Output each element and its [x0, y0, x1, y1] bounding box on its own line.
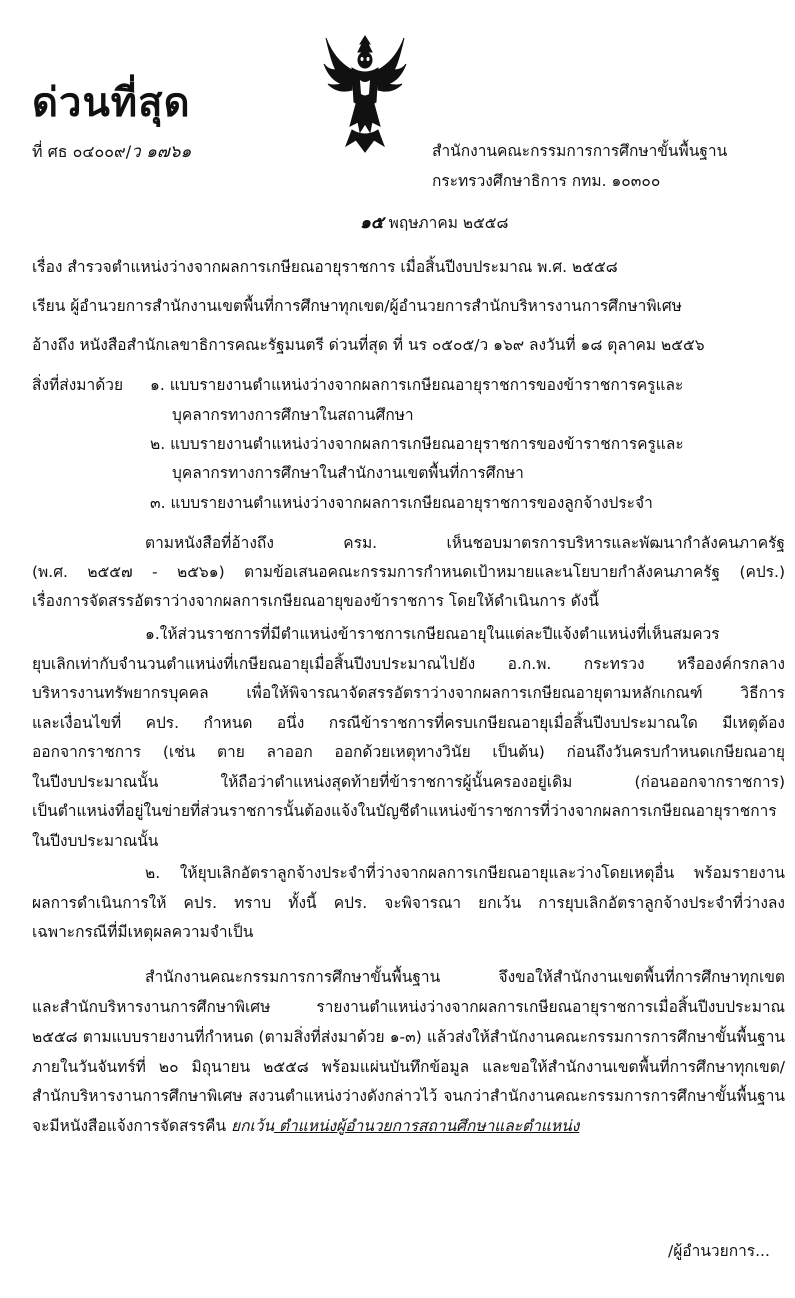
office-address: กระทรวงศึกษาธิการ กทม. ๑๐๓๐๐ — [432, 172, 661, 190]
paragraph-line: เรื่องการจัดสรรอัตราว่างจากผลการเกษียณอายุของข้าราชการ โดยให้ดำเนินการ ดังนี้ — [32, 592, 599, 610]
enclosure-item: ๓. แบบรายงานตำแหน่งว่างจากผลการเกษียณอายุราชการของลูกจ้างประจำ — [150, 494, 653, 512]
document-number-handwritten: ว ๑๗๖๑ — [131, 142, 192, 162]
enclosure-item: ๒. แบบรายงานตำแหน่งว่างจากผลการเกษียณอายุราชการของข้าราชการครูและ — [150, 435, 684, 453]
document-date — [360, 209, 509, 236]
paragraph-line: เป็นตำแหน่งที่อยู่ในข่ายที่ส่วนราชการนั้นต้องแจ้งในบัญชีตำแหน่งข้าราชการที่ว่างจากผลการเกษียณอายุราชการ — [32, 802, 777, 820]
paragraph-line: ยุบเลิกเท่ากับจำนวนตำแหน่งที่เกษียณอายุเมื่อสิ้นปีงบประมาณไปยัง อ.ก.พ. กระทรวง หรือองค์กรกลาง — [32, 655, 785, 673]
document-number — [32, 138, 191, 165]
addressee-line: เรียน ผู้อำนวยการสำนักงานเขตพื้นที่การศึกษาทุกเขต/ผู้อำนวยการสำนักบริหารงานการศึกษาพิเศษ — [32, 297, 682, 315]
date-month-year: พฤษภาคม ๒๕๕๘ — [388, 214, 509, 232]
paragraph-line: ตามหนังสือที่อ้างถึง ครม. เห็นชอบมาตรการบริหารและพัฒนากำลังคนภาครัฐ — [145, 534, 785, 552]
paragraph-line: ในปีงบประมาณนั้น ให้ถือว่าตำแหน่งสุดท้ายที่ข้าราชการผู้นั้นครองอยู่เดิม (ก่อนออกจากราชการ) — [32, 773, 785, 791]
date-day-handwritten: ๑๕ — [360, 213, 384, 233]
paragraph-line: ผลการดำเนินการให้ คปร. ทราบ ทั้งนี้ คปร. จะพิจารณา ยกเว้น การยุบเลิกอัตราลูกจ้างประจำที่ว่างลง — [32, 894, 785, 912]
paragraph-line: ๒. ให้ยุบเลิกอัตราลูกจ้างประจำที่ว่างจากผลการเกษียณอายุและว่างโดยเหตุอื่น พร้อมรายงาน — [145, 864, 785, 882]
enclosure-item: บุคลากรทางการศึกษาในสถานศึกษา — [172, 406, 414, 424]
paragraph-line: บริหารงานทรัพยากรบุคคล เพื่อให้พิจารณาจัดสรรอัตราว่างจากผลการเกษียณอายุตามหลักเกณฑ์ วิธีการ — [32, 684, 785, 702]
office-name: สำนักงานคณะกรรมการการศึกษาขั้นพื้นฐาน — [432, 142, 728, 160]
last-line-exception-word: ยกเว้น — [230, 1117, 275, 1135]
paragraph-line: และเงื่อนไขที่ คปร. กำหนด อนึ่ง กรณีข้าราชการที่ครบเกษียณอายุเมื่อสิ้นปีงบประมาณใด มีเหตุต้อง — [32, 714, 785, 732]
paragraph-line: สำนักงานคณะกรรมการการศึกษาขั้นพื้นฐาน จึงขอให้สำนักงานเขตพื้นที่การศึกษาทุกเขต — [145, 968, 785, 986]
subject-line: เรื่อง สำรวจตำแหน่งว่างจากผลการเกษียณอายุราชการ เมื่อสิ้นปีงบประมาณ พ.ศ. ๒๕๕๘ — [32, 258, 618, 276]
paragraph-line: ภายในวันจันทร์ที่ ๒๐ มิถุนายน ๒๕๕๘ พร้อมแผ่นบันทึกข้อมูล และขอให้สำนักงานเขตพื้นที่การศึกษาทุกเขต/ — [32, 1058, 785, 1076]
urgency-stamp: ด่วนที่สุด — [32, 80, 191, 126]
garuda-emblem-icon — [322, 30, 408, 154]
enclosures-label: สิ่งที่ส่งมาด้วย — [32, 376, 124, 394]
paragraph-line: เฉพาะกรณีที่มีเหตุผลความจำเป็น — [32, 923, 254, 941]
enclosure-item: บุคลากรทางการศึกษาในสำนักงานเขตพื้นที่การศึกษา — [172, 464, 524, 482]
paragraph-line: (พ.ศ. ๒๕๕๗ - ๒๕๖๑) ตามข้อเสนอคณะกรรมการกำหนดเป้าหมายและนโยบายกำลังคนภาครัฐ (คปร.) — [32, 563, 785, 581]
paragraph-line: ๒๕๕๘ ตามแบบรายงานที่กำหนด (ตามสิ่งที่ส่งมาด้วย ๑-๓) แล้วส่งให้สำนักงานคณะกรรมการการศึกษาขั้นพื้นฐาน — [32, 1028, 785, 1046]
reference-line: อ้างถึง หนังสือสำนักเลขาธิการคณะรัฐมนตรี ด่วนที่สุด ที่ นร ๐๕๐๕/ว ๑๖๙ ลงวันที่ ๑๘ ตุลาคม ๒๕๕๖ — [32, 336, 705, 354]
document-number-prefix: ที่ ศธ ๐๔๐๐๙/ — [32, 142, 132, 161]
last-line-underlined: ตำแหน่งผู้อำนวยการสถานศึกษาและตำแหน่ง — [274, 1117, 580, 1135]
paragraph-line: สำนักบริหารงานการศึกษาพิเศษ สงวนตำแหน่งว่างดังกล่าวไว้ จนกว่าสำนักงานคณะกรรมการการศึกษาขั้นพื้นฐาน — [32, 1087, 785, 1105]
last-line-plain: จะมีหนังสือแจ้งการจัดสรรคืน — [32, 1117, 231, 1135]
paragraph-line: และสำนักบริหารงานการศึกษาพิเศษ รายงานตำแหน่งว่างจากผลการเกษียณอายุราชการเมื่อสิ้นปีงบประมาณ — [32, 998, 785, 1016]
paragraph-line: ออกจากราชการ (เช่น ตาย ลาออก ออกด้วยเหตุทางวินัย เป็นต้น) ก่อนถึงวันครบกำหนดเกษียณอายุ — [32, 743, 785, 761]
paragraph-line: ๑.ให้ส่วนราชการที่มีตำแหน่งข้าราชการเกษียณอายุในแต่ละปีแจ้งตำแหน่งที่เห็นสมควร — [145, 625, 720, 643]
paragraph-line: ในปีงบประมาณนั้น — [32, 832, 159, 850]
page-continuation: /ผู้อำนวยการ... — [668, 1242, 770, 1260]
enclosure-item: ๑. แบบรายงานตำแหน่งว่างจากผลการเกษียณอายุราชการของข้าราชการครูและ — [150, 376, 684, 394]
paragraph-line-last — [32, 1113, 579, 1138]
